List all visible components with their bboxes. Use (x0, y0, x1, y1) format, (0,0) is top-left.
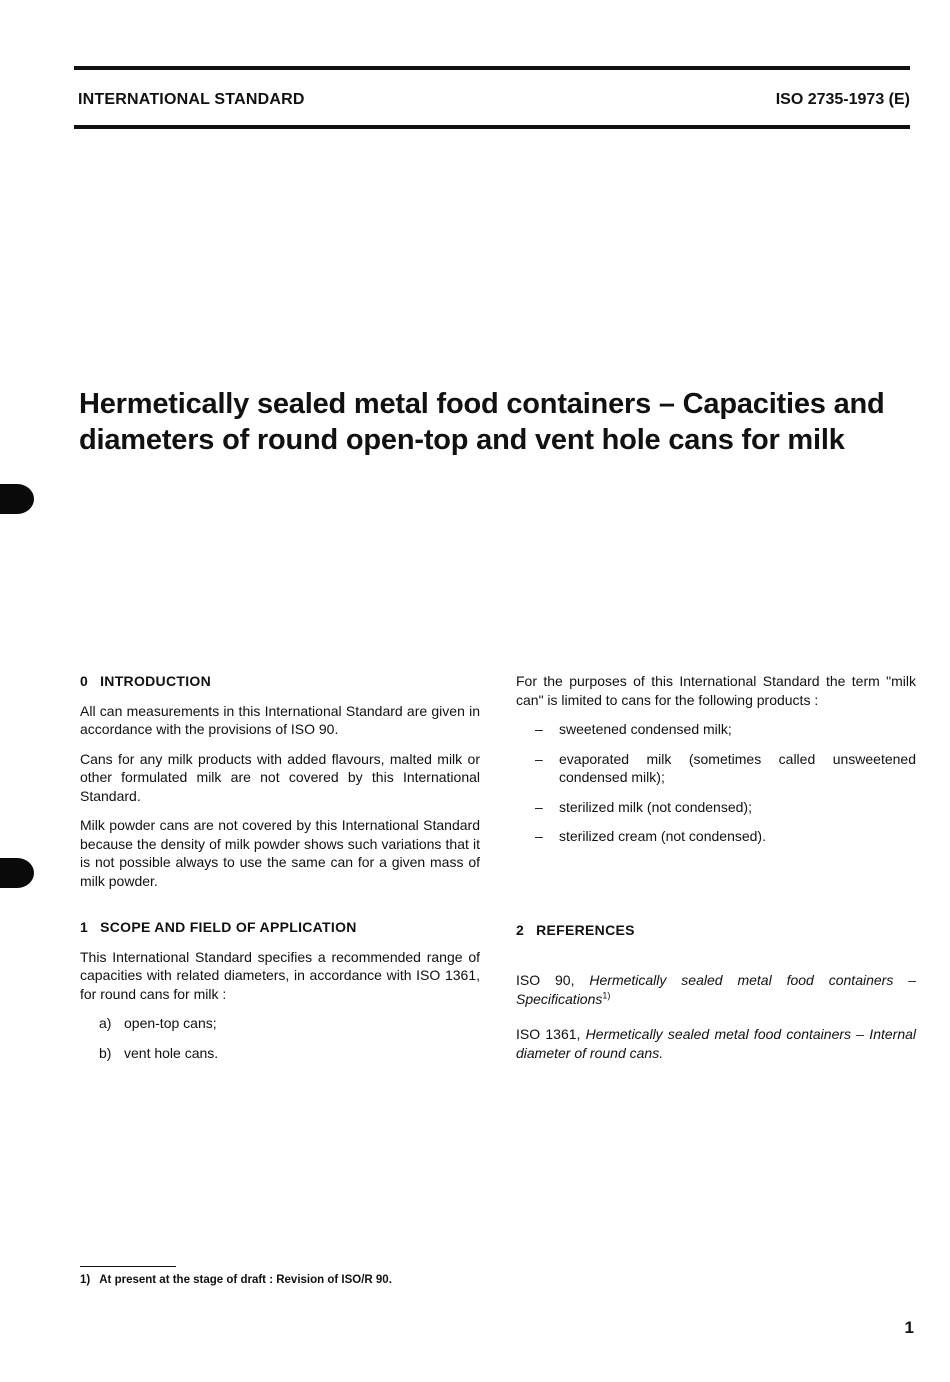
dash-marker: – (535, 750, 543, 767)
punch-hole-mark (0, 484, 34, 514)
list-item (80, 1044, 480, 1063)
reference-title: Hermetically sealed metal food containers – Internal diameter of round cans. (516, 1026, 917, 1061)
title-line-2: diameters of round open-top and vent hole cans for milk (79, 424, 845, 456)
scope-paragraph: This International Standard specifies a recommended range of capacities with related diameters, in accordance with ISO 1361, for round cans for milk : (80, 948, 480, 1002)
section-heading-scope (80, 918, 480, 937)
footnote-rule (80, 1266, 176, 1267)
dash-marker: – (535, 828, 543, 844)
section-number: 0 (80, 673, 89, 689)
list-item (516, 750, 916, 787)
list-item-text: sweetened condensed milk; (559, 721, 732, 737)
list-marker: b) (99, 1044, 112, 1061)
introduction-paragraph: Milk powder cans are not covered by this International Standard because the density of milk powder shows such variations that it is not possible always to use the same can for a given mass of milk powder. (80, 817, 480, 889)
list-item (516, 827, 916, 846)
references-list (516, 971, 916, 1062)
reference-code: ISO 1361, (516, 1026, 581, 1042)
list-item (516, 720, 916, 739)
header-top-rule (74, 66, 910, 70)
dash-marker: – (535, 721, 543, 737)
punch-hole-mark (0, 858, 34, 888)
list-marker: a) (99, 1015, 112, 1031)
list-item (80, 1014, 480, 1033)
definition-paragraph: For the purposes of this International Standard the term "milk can" is limited to cans for the following products : (516, 673, 916, 708)
dash-marker: – (535, 798, 543, 815)
standard-number-label: ISO 2735-1973 (E) (775, 91, 910, 108)
list-item-text: open-top cans; (124, 1015, 217, 1031)
reference-item (516, 1025, 916, 1062)
title-line-1: Hermetically sealed metal food containers – Capacities and (79, 388, 885, 420)
document-type-label: INTERNATIONAL STANDARD (78, 91, 305, 108)
section-heading-text: INTRODUCTION (100, 673, 212, 689)
introduction-paragraph: All can measurements in this International Standard are given in accordance with the provisions of ISO 90. (80, 702, 480, 737)
introduction-paragraph: Cans for any milk products with added flavours, malted milk or other formulated milk are not covered by this International Standard. (80, 750, 480, 804)
document-title (79, 386, 919, 458)
list-item-text: sterilized cream (not condensed). (559, 828, 766, 844)
page-number: 1 (904, 1318, 914, 1337)
reference-item (516, 971, 916, 1008)
list-item (516, 798, 916, 817)
product-list (516, 720, 916, 846)
section-number: 2 (516, 921, 525, 938)
reference-code: ISO 90, (516, 972, 575, 988)
header-bottom-rule (74, 125, 910, 129)
section-heading-text: SCOPE AND FIELD OF APPLICATION (100, 919, 357, 935)
section-heading-references (516, 921, 916, 940)
list-item-text: sterilized milk (not condensed); (559, 798, 752, 815)
section-number: 1 (80, 919, 89, 935)
left-column (80, 672, 480, 1073)
section-heading-introduction (80, 672, 480, 691)
footnote-mark: 1) (80, 1274, 91, 1286)
footnote (80, 1274, 392, 1286)
right-column (516, 672, 916, 1079)
footnote-marker: 1) (602, 989, 611, 1000)
section-heading-text: REFERENCES (536, 921, 635, 938)
reference-title: Hermetically sealed metal food containers – Specifications (516, 972, 917, 1007)
footnote-text: At present at the stage of draft : Revision of ISO/R 90. (99, 1274, 392, 1286)
can-type-list (80, 1014, 480, 1062)
list-item-text: vent hole cans. (124, 1044, 219, 1061)
list-item-text: evaporated milk (sometimes called unsweetened condensed milk); (559, 750, 916, 785)
